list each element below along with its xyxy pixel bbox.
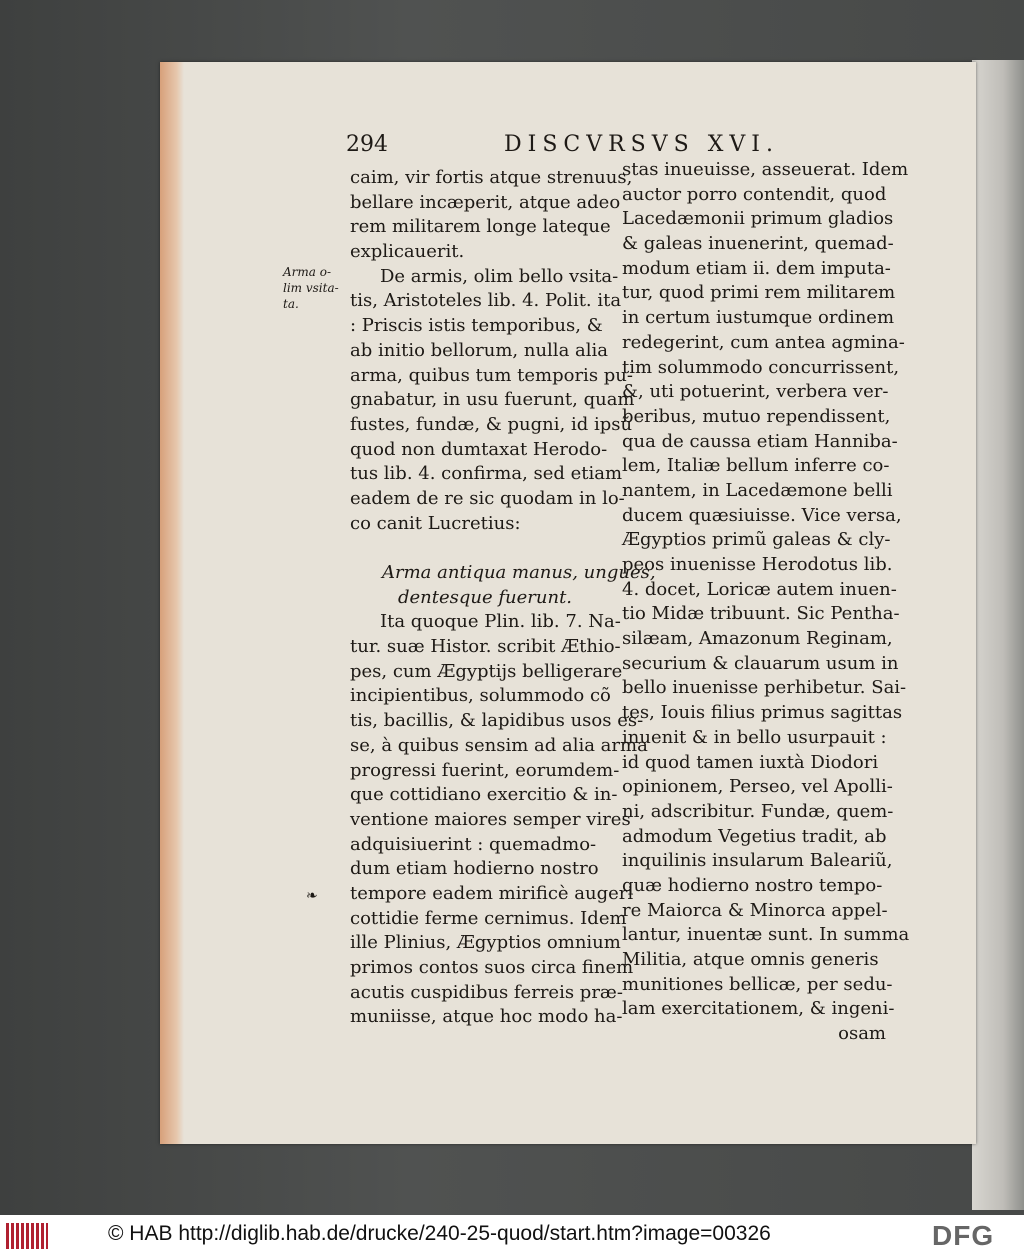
text-line: peos inuenisse Herodotus lib. — [622, 554, 893, 575]
text-line: bello inuenisse perhibetur. Sai- — [622, 677, 907, 699]
text-line: progressi fuerint, eorumdem- — [350, 759, 620, 781]
hab-logo-icon — [6, 1223, 48, 1249]
dfg-logo: DFG — [932, 1220, 995, 1251]
text-line: 4. docet, Loricæ autem inuen- — [622, 578, 897, 600]
text-line: auctor porro contendit, quod — [622, 183, 887, 205]
text-line: explicauerit. — [350, 241, 465, 263]
text-line: securium & clauarum usum in — [622, 652, 899, 674]
margin-note-line: ta. — [283, 297, 299, 311]
text-line: eadem de re sic quodam in lo- — [350, 487, 625, 509]
text-line: acutis cuspidibus ferreis præ- — [350, 981, 623, 1003]
text-line: rem militarem longe lateque — [350, 216, 611, 238]
text-line: beribus, mutuo rependissent, — [622, 405, 891, 427]
page-gutter-edge — [160, 62, 184, 1144]
text-line: tur, quod primi rem militarem — [622, 282, 896, 304]
left-column — [350, 166, 656, 1030]
next-page-edge — [972, 60, 1024, 1210]
text-line: arma, quibus tum temporis pu- — [350, 364, 633, 386]
text-line: lam exercitationem, & ingeni- — [622, 998, 895, 1020]
margin-note — [283, 264, 353, 312]
verse-line: dentesque fuerunt. — [398, 586, 573, 608]
text-line: opinionem, Perseo, vel Apolli- — [622, 776, 893, 798]
text-line: tempore eadem mirificè augeri — [350, 882, 634, 904]
text-line: lem, Italiæ bellum inferre co- — [622, 455, 890, 477]
text-line: id quod tamen iuxtà Diodori — [622, 751, 879, 773]
text-line: tio Midæ tribuunt. Sic Pentha- — [622, 603, 900, 625]
right-column — [622, 158, 910, 1047]
text-line: adquisiuerint : quemadmo- — [350, 833, 597, 855]
text-line: cottidie ferme cernimus. Idem — [350, 907, 627, 929]
text-line: pes, cum Ægyptijs belligerare — [350, 660, 623, 682]
margin-note-line: lim vsita- — [283, 281, 339, 295]
text-line: ni, adscribitur. Fundæ, quem- — [622, 800, 894, 822]
text-line: tis, bacillis, & lapidibus usos es- — [350, 710, 644, 732]
text-line: &, uti potuerint, verbera ver- — [622, 381, 889, 403]
text-line: fustes, fundæ, & pugni, id ipsũ — [350, 413, 633, 435]
text-line: tur. suæ Histor. scribit Æthio- — [350, 636, 621, 658]
margin-note-line: Arma o- — [283, 265, 332, 279]
text-line: muniisse, atque hoc modo ha- — [350, 1006, 623, 1028]
text-line: tis, Aristoteles lib. 4. Polit. ita — [350, 290, 622, 312]
text-line: : Priscis istis temporibus, & — [350, 315, 603, 337]
text-line: incipientibus, solummodo cõ — [350, 685, 611, 707]
text-line: ab initio bellorum, nulla alia — [350, 339, 608, 361]
text-line: ducem quæsiuisse. Vice versa, — [622, 504, 902, 526]
text-line: caim, vir fortis atque strenuus, — [350, 167, 633, 188]
viewer-footer — [0, 1215, 1024, 1255]
text-line: que cottidiano exercitio & in- — [350, 784, 618, 806]
text-line: De armis, olim bello vsita- — [380, 265, 619, 287]
text-line: nantem, in Lacedæmone belli — [622, 479, 893, 501]
text-line: re Maiorca & Minorca appel- — [622, 899, 888, 921]
text-line: & galeas inuenerint, quemad- — [622, 233, 894, 255]
text-line: gnabatur, in usu fuerunt, quam — [350, 389, 635, 411]
margin-mark: ❧ — [306, 888, 318, 904]
text-line: tus lib. 4. confirma, sed etiam — [350, 463, 623, 485]
text-line-blank — [350, 536, 616, 561]
catchword: osam — [838, 1023, 886, 1045]
text-line: bellare incæperit, atque adeo — [350, 191, 621, 213]
text-line: Militia, atque omnis generis — [622, 949, 879, 970]
text-line: quod non dumtaxat Herodo- — [350, 438, 608, 460]
text-line: inuenit & in bello usurpauit : — [622, 726, 887, 748]
text-line: in certum iustumque ordinem — [622, 307, 895, 329]
text-line: stas inueuisse, asseuerat. Idem — [622, 159, 909, 180]
text-line: Ægyptios primũ galeas & cly- — [622, 529, 891, 551]
text-line: silæam, Amazonum Reginam, — [622, 628, 893, 650]
text-line: dum etiam hodierno nostro — [350, 858, 599, 880]
text-line: admodum Vegetius tradit, ab — [622, 825, 887, 847]
text-line: ille Plinius, Ægyptios omnium — [350, 932, 621, 954]
text-line: Lacedæmonii primum gladios — [622, 208, 894, 230]
verse-line: Arma antiqua manus, ungues, — [382, 562, 656, 583]
text-line: lantur, inuentæ sunt. In summa — [622, 924, 910, 946]
text-line: inquilinis insularum Baleariũ, — [622, 850, 893, 872]
text-line: se, à quibus sensim ad alia arma — [350, 734, 648, 756]
text-line: tes, Iouis filius primus sagittas — [622, 702, 903, 724]
text-line: co canit Lucretius: — [350, 512, 521, 534]
running-head-title: DISCVRSVS XVI. — [504, 132, 779, 157]
text-line: Ita quoque Plin. lib. 7. Na- — [380, 611, 621, 633]
text-line: redegerint, cum antea agmina- — [622, 331, 905, 353]
copyright-link[interactable]: © HAB http://diglib.hab.de/drucke/240-25-quod/start.htm?image=00326 — [108, 1222, 771, 1245]
text-line: tim solummodo concurrissent, — [622, 356, 900, 378]
text-line: qua de caussa etiam Hanniba- — [622, 430, 898, 452]
text-line: munitiones bellicæ, per sedu- — [622, 973, 893, 995]
text-line: primos contos suos circa finem — [350, 957, 634, 978]
page-number: 294 — [346, 132, 388, 157]
text-line: modum etiam ii. dem imputa- — [622, 257, 891, 279]
text-line: quæ hodierno nostro tempo- — [622, 874, 883, 896]
text-line: ventione maiores semper vires — [350, 808, 631, 830]
